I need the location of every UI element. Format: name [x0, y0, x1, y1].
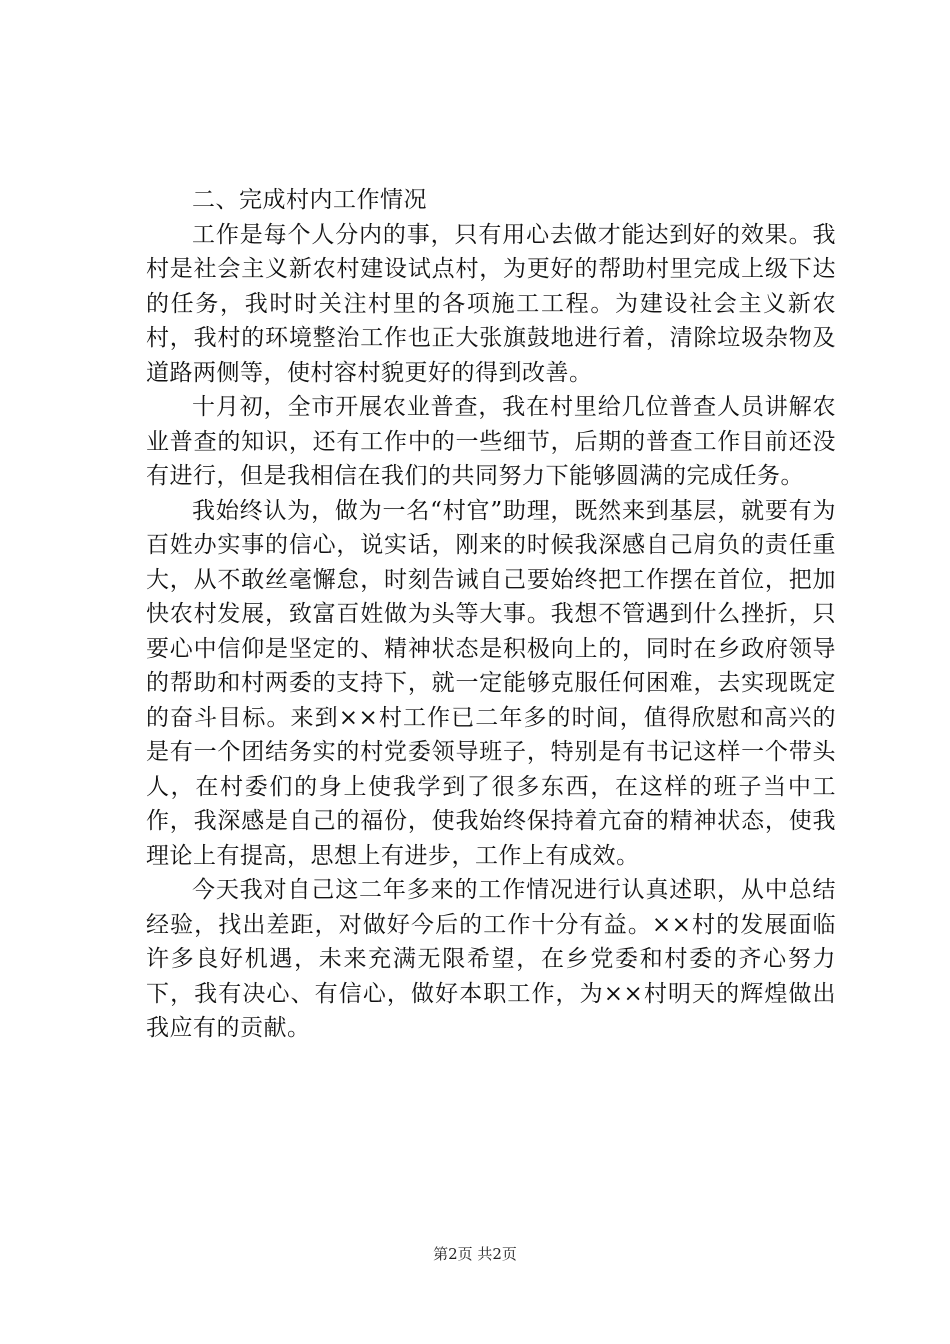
paragraph-village-official-reflection: 我始终认为，做为一名“村官”助理，既然来到基层，就要有为百姓办实事的信心，说实话，刚来的时候我深感自己肩负的责任重大，从不敢丝毫懈怠，时刻告诫自己要始终把工作摆在首位，把加快农村发展，致富百姓做为头等大事。我想不管遇到什么挫折，只要心中信仰是坚定的、精神状态是积极向上的，同时在乡政府领导的帮助和村两委的支持下，就一定能够克服任何困难，去实现既定的奋斗目标。来到××村工作已二年多的时间，值得欣慰和高兴的是有一个团结务实的村党委领导班子，特别是有书记这样一个带头人，在村委们的身上使我学到了很多东西，在这样的班子当中工作，我深感是自己的福份，使我始终保持着亢奋的精神状态，使我理论上有提高，思想上有进步，工作上有成效。	[146, 497, 836, 869]
paragraph-conclusion: 今天我对自己这二年多来的工作情况进行认真述职，从中总结经验，找出差距，对做好今后的工作十分有益。××村的发展面临许多良好机遇，未来充满无限希望，在乡党委和村委的齐心努力下，我有决心、有信心，做好本职工作，为××村明天的辉煌做出我应有的贡献。	[146, 877, 836, 1041]
paragraph-agricultural-census: 十月初，全市开展农业普查，我在村里给几位普查人员讲解农业普查的知识，还有工作中的一些细节，后期的普查工作目前还没有进行，但是我相信在我们的共同努力下能够圆满的完成任务。	[146, 394, 836, 489]
section-heading: 二、完成村内工作情况	[192, 187, 427, 213]
document-body	[146, 183, 836, 1046]
paragraph-construction-work: 工作是每个人分内的事，只有用心去做才能达到好的效果。我村是社会主义新农村建设试点村，为更好的帮助村里完成上级下达的任务，我时时关注村里的各项施工工程。为建设社会主义新农村，我村的环境整治工作也正大张旗鼓地进行着，清除垃圾杂物及道路两侧等，使村容村貌更好的得到改善。	[146, 221, 836, 386]
page-number-footer: 第2页 共2页	[433, 1245, 517, 1263]
